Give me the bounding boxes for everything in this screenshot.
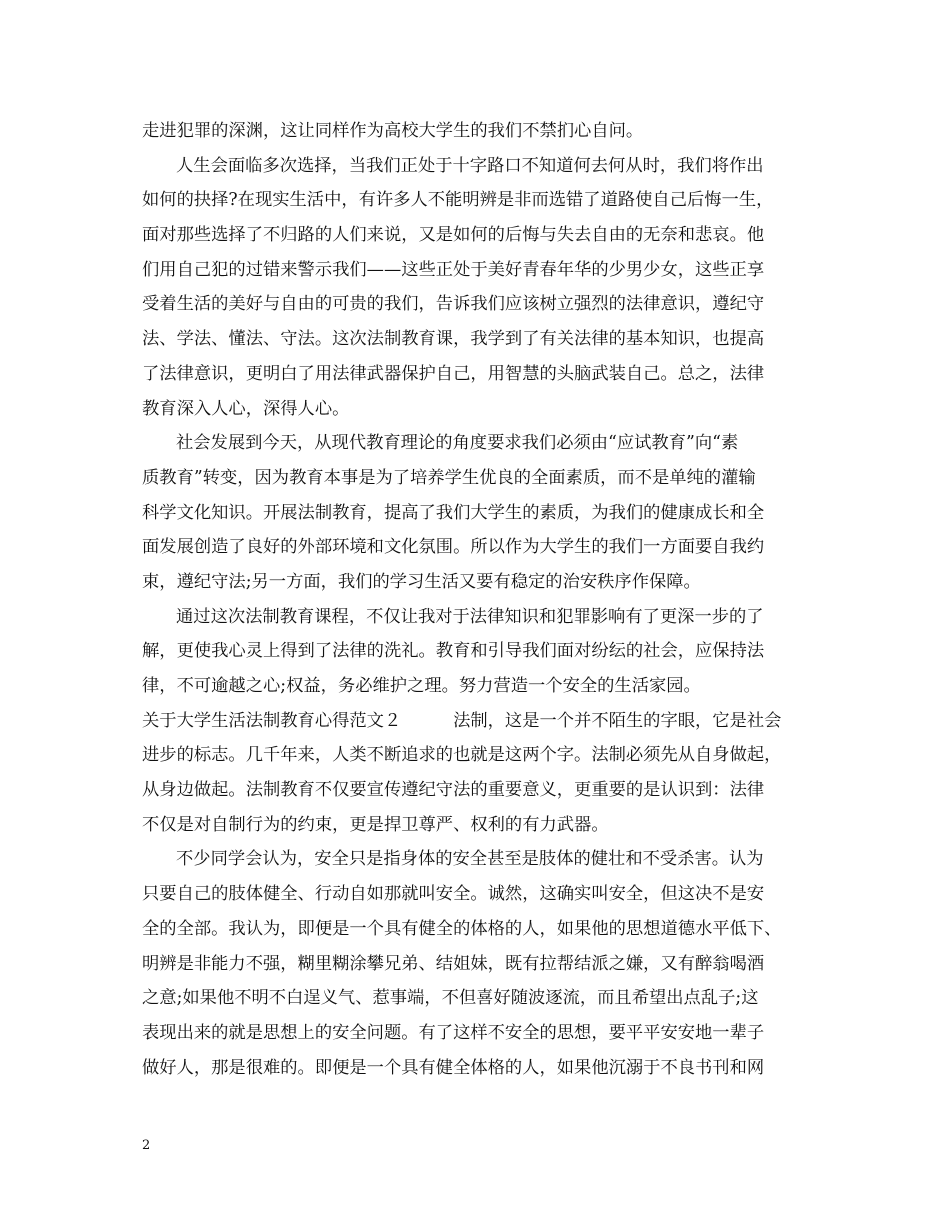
text-line: 做好人，那是很难的。即便是一个具有健全体格的人，如果他沉溺于不良书刊和网: [142, 1057, 765, 1078]
text-line: 不少同学会认为，安全只是指身体的安全甚至是肢体的健壮和不受杀害。认为: [176, 849, 764, 870]
text-line: 进步的标志。几千年来，人类不断追求的也就是这两个字。法制必须先从自身做起，: [142, 745, 782, 766]
text-line: 只要自己的肢体健全、行动自如那就叫安全。诚然，这确实叫安全，但这决不是安: [142, 884, 765, 905]
text-line: 表现出来的就是思想上的安全问题。有了这样不安全的思想，要平平安安地一辈子: [142, 1022, 765, 1043]
text-line: 走进犯罪的深渊，这让同样作为高校大学生的我们不禁扪心自问。: [142, 121, 644, 141]
text-line: 全的全部。我认为，即便是一个具有健全的体格的人，如果他的思想道德水平低下、: [142, 918, 782, 939]
text-line: 明辨是非能力不强，糊里糊涂攀兄弟、结姐妹，既有拉帮结派之嫌，又有醉翁喝酒: [142, 953, 765, 974]
text-line: 面发展创造了良好的外部环境和文化氛围。所以作为大学生的我们一方面要自我约: [142, 537, 765, 558]
section-heading-line: 关于大学生活法制教育心得范文２ 法制，这是一个并不陌生的字眼，它是社会: [142, 710, 782, 731]
text-line: 质教育”转变，因为教育本事是为了培养学生优良的全面素质，而不是单纯的灌输: [142, 467, 756, 488]
text-line: 人生会面临多次选择，当我们正处于十字路口不知道何去何从时，我们将作出: [176, 155, 764, 176]
text-line: 之意;如果他不明不白逞义气、惹事端，不但喜好随波逐流，而且希望出点乱子;这: [142, 988, 759, 1009]
text-line: 法、学法、懂法、守法。这次法制教育课，我学到了有关法律的基本知识，也提高: [142, 329, 765, 350]
text-line: 教育深入人心，深得人心。: [142, 398, 350, 419]
text-line: 束，遵纪守法;另一方面，我们的学习生活又要有稳定的治安秩序作保障。: [142, 571, 701, 592]
document-body: [142, 114, 814, 1085]
text-line: 社会发展到今天，从现代教育理论的角度要求我们必须由“应试教育”向“素: [176, 433, 739, 454]
page-number: 2: [142, 1138, 151, 1153]
text-line: 面对那些选择了不归路的人们来说，又是如何的后悔与失去自由的无奈和悲哀。他: [142, 225, 765, 246]
text-line: 受着生活的美好与自由的可贵的我们，告诉我们应该树立强烈的法律意识，遵纪守: [142, 294, 765, 315]
text-line: 律，不可逾越之心;权益，务必维护之理。努力营造一个安全的生活家园。: [142, 676, 701, 696]
text-line: 从身边做起。法制教育不仅要宣传遵纪守法的重要意义，更重要的是认识到：法律: [142, 780, 765, 801]
text-line: 科学文化知识。开展法制教育，提高了我们大学生的素质，为我们的健康成长和全: [142, 502, 765, 523]
text-line: 解，更使我心灵上得到了法律的洗礼。教育和引导我们面对纷纭的社会，应保持法: [142, 641, 765, 662]
text-line: 们用自己犯的过错来警示我们——这些正处于美好青春年华的少男少女，这些正享: [142, 259, 765, 280]
text-line: 不仅是对自制行为的约束，更是捍卫尊严、权利的有力武器。: [142, 814, 609, 835]
text-line: 了法律意识，更明白了用法律武器保护自己，用智慧的头脑武装自己。总之，法律: [142, 363, 765, 384]
text-line: 如何的抉择?在现实生活中，有许多人不能明辨是非而选错了道路使自己后悔一生，: [142, 190, 774, 211]
text-line: 通过这次法制教育课程，不仅让我对于法律知识和犯罪影响有了更深一步的了: [176, 606, 764, 627]
